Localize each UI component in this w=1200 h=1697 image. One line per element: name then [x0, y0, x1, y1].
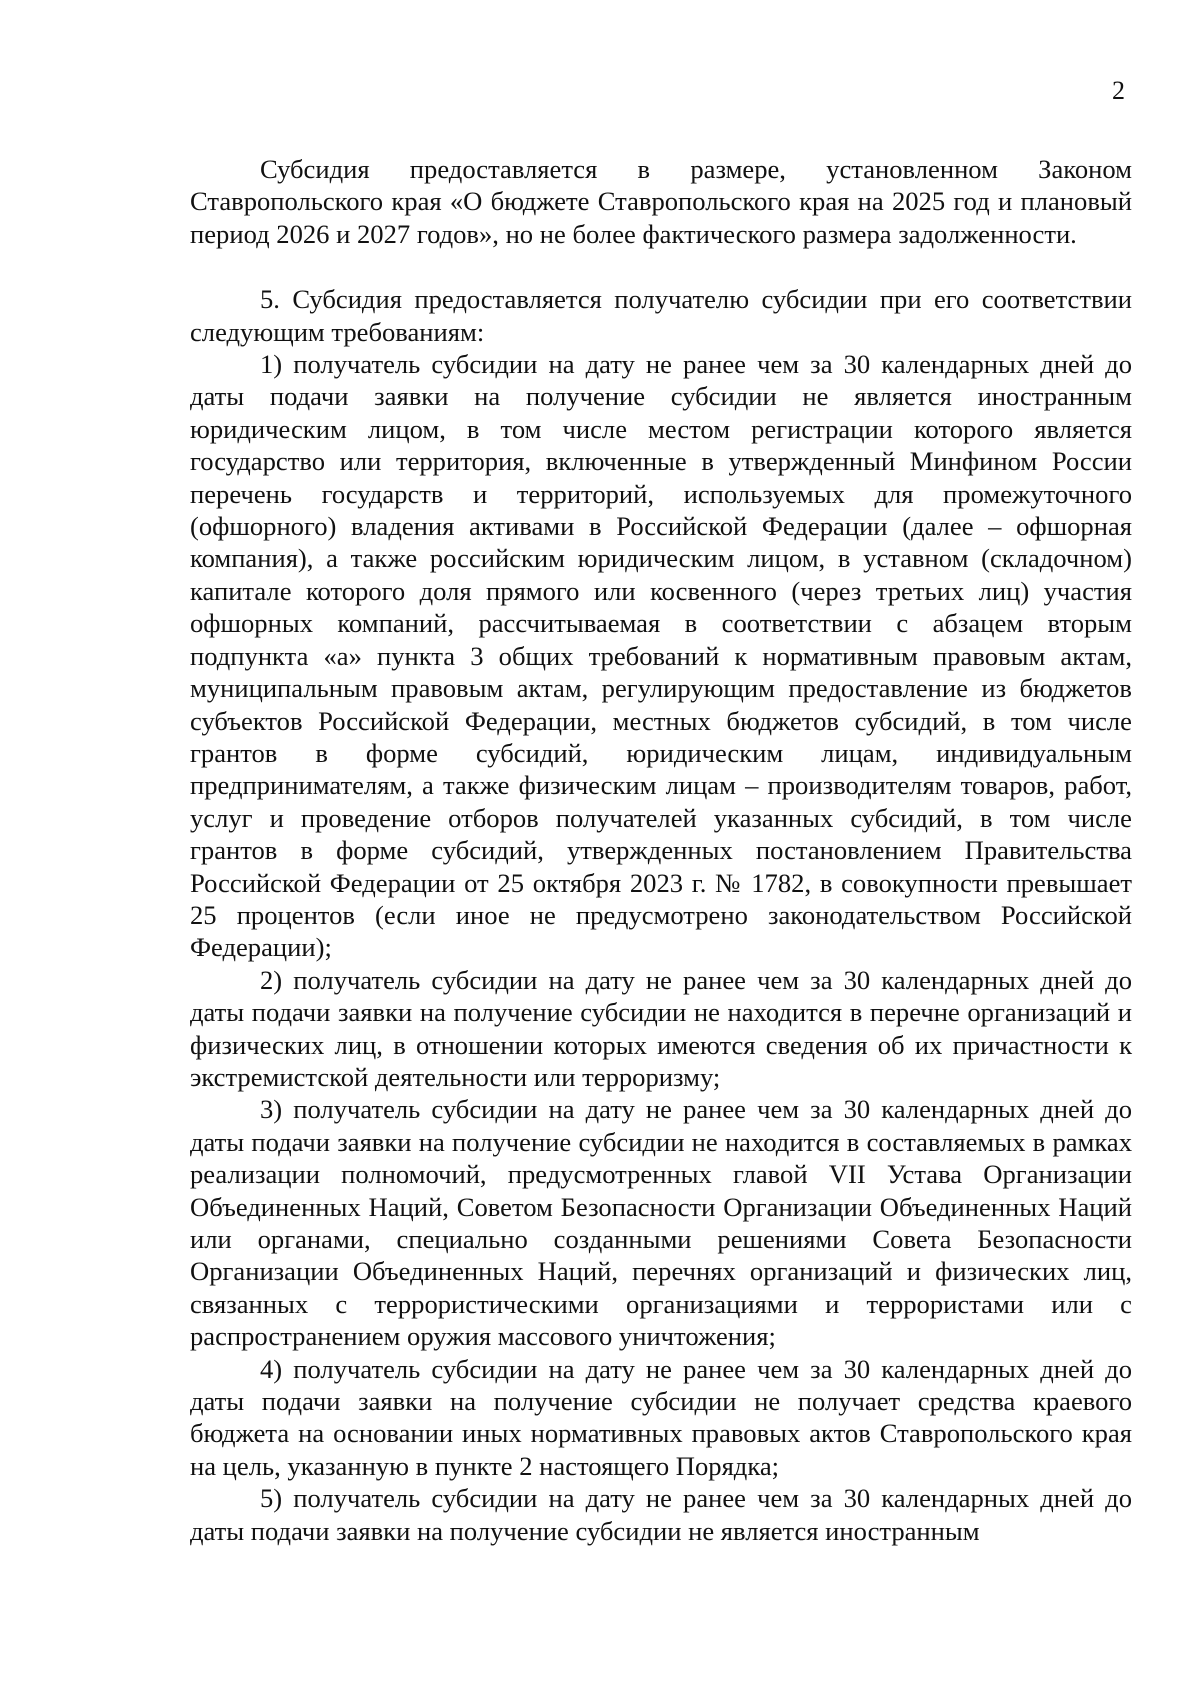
paragraph-clause-5: 5. Субсидия предоставляется получателю субсидии при его соответствии следующим требованиям:	[190, 284, 1132, 347]
paragraph-requirement-5: 5) получатель субсидии на дату не ранее чем за 30 календарных дней до даты подачи заявки на получение субсидии не является иностранным	[190, 1483, 1132, 1546]
paragraph-gap	[190, 250, 1132, 283]
paragraph-requirement-3: 3) получатель субсидии на дату не ранее чем за 30 календарных дней до даты подачи заявки на получение субсидии не находится в составляемых в рамках реализации полномочий, предусмотренных главой VII Устава Организации Объединенных Наций, Советом Безопасности Организации Объединенных Наций или органами, специально созданными решениями Совета Безопасности Организации Объединенных Наций, перечнях организаций и физических лиц, связанных с террористическими организациями и террористами или с распространением оружия массового уничтожения;	[190, 1094, 1132, 1352]
paragraph-requirement-4: 4) получатель субсидии на дату не ранее чем за 30 календарных дней до даты подачи заявки на получение субсидии не получает средства краевого бюджета на основании иных нормативных правовых актов Ставропольского края на цель, указанную в пункте 2 настоящего Порядка;	[190, 1353, 1132, 1481]
page-number: 2	[1112, 76, 1125, 105]
paragraph-requirement-2: 2) получатель субсидии на дату не ранее чем за 30 календарных дней до даты подачи заявки на получение субсидии не находится в перечне организаций и физических лиц, в отношении которых имеются сведения об их причастности к экстремистской деятельности или терроризму;	[190, 964, 1132, 1092]
paragraph-requirement-1: 1) получатель субсидии на дату не ранее чем за 30 календарных дней до даты подачи заявки на получение субсидии не является иностранным юридическим лицом, в том числе местом регистрации которого является государство или территория, включенные в утвержденный Минфином России перечень государств и территорий, используемых для промежуточного (офшорного) владения активами в Российской Федерации (далее – офшорная компания), а также российским юридическим лицом, в уставном (складочном) капитале которого доля прямого или косвенного (через третьих лиц) участия офшорных компаний, рассчитываемая в соответствии с абзацем вторым подпункта «а» пункта 3 общих требований к нормативным правовым актам, муниципальным правовым актам, регулирующим предоставление из бюджетов субъектов Российской Федерации, местных бюджетов субсидий, в том числе грантов в форме субсидий, юридическим лицам, индивидуальным предпринимателям, а также физическим лицам – производителям товаров, работ, услуг и проведение отборов получателей указанных субсидий, в том числе грантов в форме субсидий, утвержденных постановлением Правительства Российской Федерации от 25 октября 2023 г. № 1782, в совокупности превышает 25 процентов (если иное не предусмотрено законодательством Российской Федерации);	[190, 349, 1132, 963]
document-body	[190, 153, 1132, 1547]
paragraph-subsidy-size: Субсидия предоставляется в размере, установленном Законом Ставропольского края «О бюджете Ставропольского края на 2025 год и плановый период 2026 и 2027 годов», но не более фактического размера задолженности.	[190, 154, 1132, 249]
